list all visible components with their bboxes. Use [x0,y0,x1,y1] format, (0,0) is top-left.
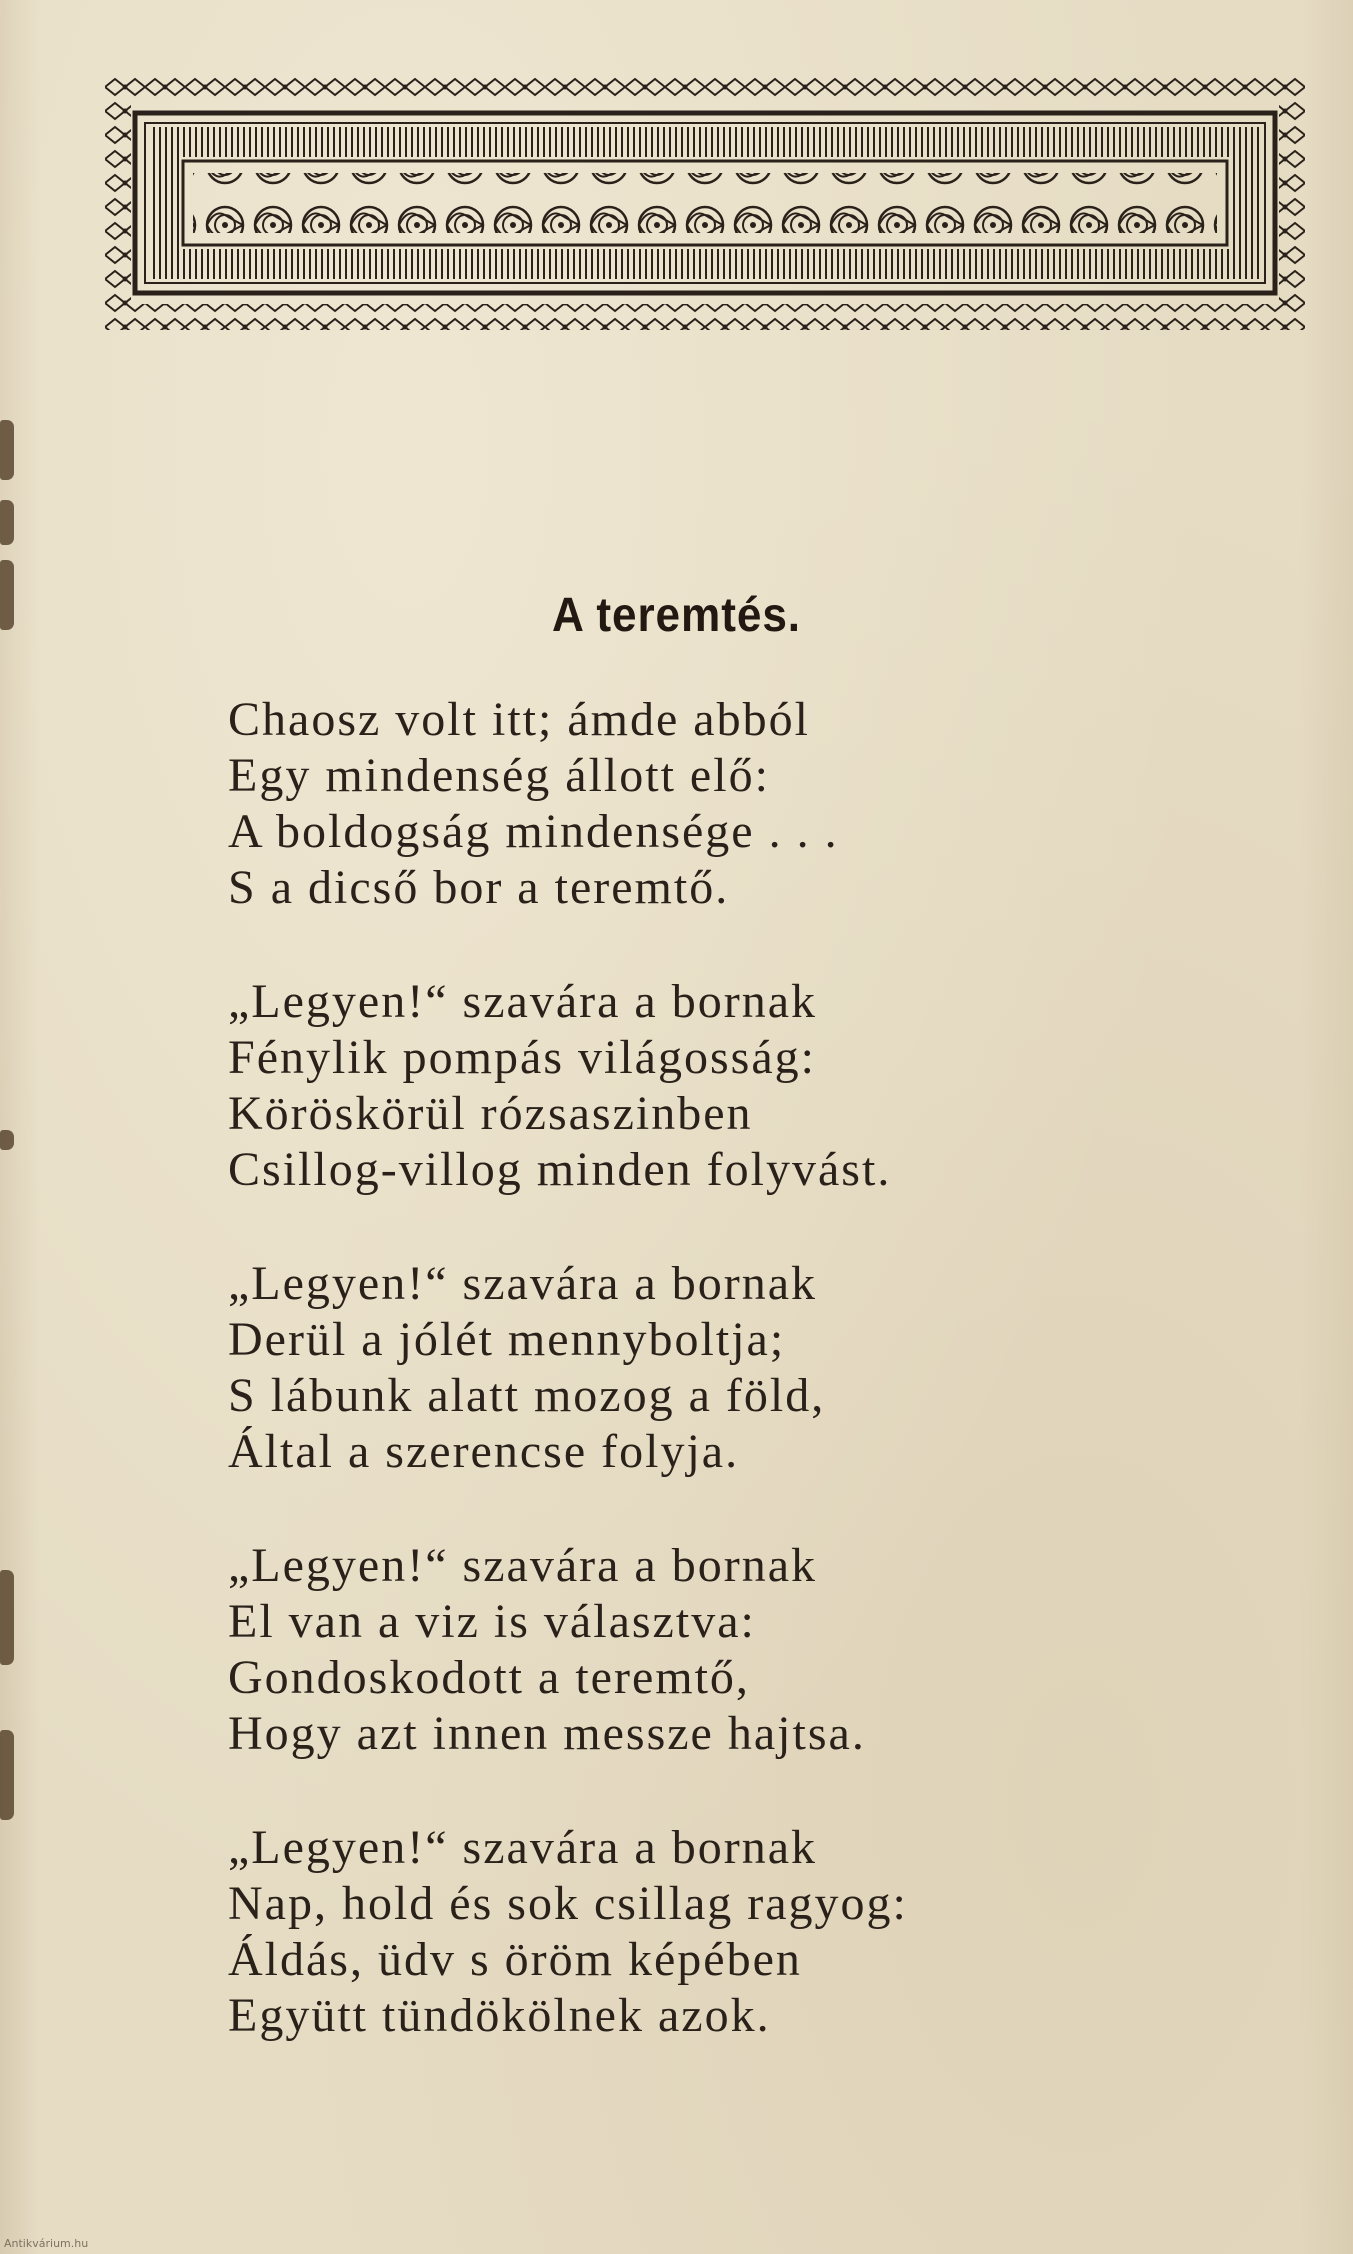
decorative-header-ornament [105,75,1305,330]
poem-body [228,692,1288,2102]
stanza [228,692,1288,916]
poem-line: El van a viz is választva: [228,1595,756,1648]
poem-line: „Legyen!“ szavára a bornak [228,1257,817,1310]
binding-stain [0,1730,14,1820]
book-binding-edge [0,0,22,2254]
binding-stain [0,420,14,480]
poem-line: Együtt tündökölnek azok. [228,1989,771,2042]
poem-line: Egy mindenség állott elő: [228,749,770,802]
stanza [228,1256,1288,1480]
poem-line: Köröskörül rózsaszinben [228,1087,753,1140]
stanza [228,974,1288,1198]
poem-title: A teremtés. [551,589,802,642]
poem-line: Csillog-villog minden folyvást. [228,1143,892,1196]
poem-line: „Legyen!“ szavára a bornak [228,1821,817,1874]
poem-line: A boldogság mindensége . . . [228,805,839,858]
poem-line: S lábunk alatt mozog a föld, [228,1369,826,1422]
poem-line: Nap, hold és sok csillag ragyog: [228,1877,908,1930]
stanza [228,1538,1288,1762]
poem-line: Hogy azt innen messze hajtsa. [228,1707,866,1760]
watermark-text: Antikvárium.hu [4,2237,89,2250]
poem-line: „Legyen!“ szavára a bornak [228,1539,817,1592]
poem-line: Által a szerencse folyja. [228,1425,740,1478]
binding-stain [0,560,14,630]
poem-line: S a dicső bor a teremtő. [228,861,730,914]
poem-line: Chaosz volt itt; ámde abból [228,693,810,746]
poem-line: Derül a jólét mennyboltja; [228,1313,786,1366]
binding-stain [0,1570,14,1665]
poem-line: Fénylik pompás világosság: [228,1031,816,1084]
poem-line: Áldás, üdv s öröm képében [228,1933,802,1986]
poem-line: „Legyen!“ szavára a bornak [228,975,817,1028]
binding-stain [0,1130,14,1150]
stanza [228,1820,1288,2044]
poem-line: Gondoskodott a teremtő, [228,1651,750,1704]
binding-stain [0,500,14,545]
